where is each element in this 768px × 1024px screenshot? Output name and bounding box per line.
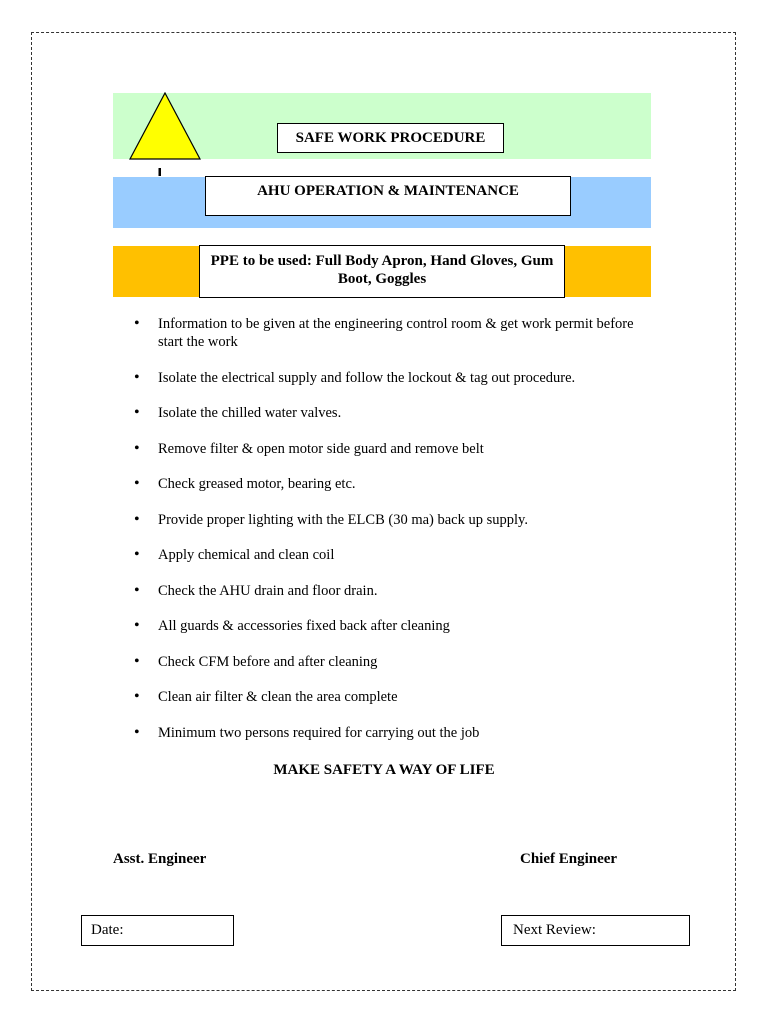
bullet-icon: • [134, 617, 140, 634]
bullet-icon: • [134, 368, 140, 386]
asst-engineer-signature-label: Asst. Engineer [113, 851, 207, 867]
bullet-icon: • [134, 546, 140, 563]
warning-triangle-icon [128, 92, 202, 182]
step-text: Apply chemical and clean coil [158, 547, 335, 563]
list-item [134, 723, 658, 742]
list-item [134, 581, 658, 600]
step-text: Check greased motor, bearing etc. [158, 476, 356, 492]
step-text: Check CFM before and after cleaning [158, 653, 378, 670]
list-item [134, 315, 658, 351]
step-text: Isolate the electrical supply and follow the lockout & tag out procedure. [158, 369, 576, 386]
step-text: Information to be given at the engineering control room & get work permit before start the work [158, 316, 634, 350]
list-item [134, 510, 658, 529]
list-item [134, 652, 658, 671]
procedure-subtitle: AHU OPERATION & MAINTENANCE [205, 176, 571, 216]
bullet-icon: • [134, 315, 140, 332]
list-item [134, 475, 658, 493]
step-text: Provide proper lighting with the ELCB (30 ma) back up supply. [158, 511, 528, 528]
step-text: Minimum two persons required for carrying out the job [158, 724, 480, 741]
list-item [134, 617, 658, 635]
chief-engineer-signature-label: Chief Engineer [520, 851, 618, 867]
date-field: Date: [81, 915, 234, 946]
procedure-title: SAFE WORK PROCEDURE [277, 123, 504, 153]
list-item [134, 368, 658, 387]
ppe-requirements: PPE to be used: Full Body Apron, Hand Gloves, Gum Boot, Goggles [199, 245, 565, 298]
step-text: Isolate the chilled water valves. [158, 405, 342, 421]
bullet-icon: • [134, 652, 140, 670]
bullet-icon: • [134, 581, 140, 599]
step-text: Clean air filter & clean the area complete [158, 689, 398, 705]
bullet-icon: • [134, 723, 140, 741]
procedure-steps-list [134, 315, 658, 759]
bullet-icon: • [134, 510, 140, 528]
bullet-icon: • [134, 475, 140, 492]
list-item [134, 439, 658, 458]
list-item [134, 546, 658, 564]
bullet-icon: • [134, 688, 140, 705]
list-item [134, 688, 658, 706]
next-review-field: Next Review: [501, 915, 690, 946]
safety-motto: MAKE SAFETY A WAY OF LIFE [273, 762, 495, 778]
list-item [134, 404, 658, 422]
bullet-icon: • [134, 439, 140, 457]
step-text: Remove filter & open motor side guard and remove belt [158, 440, 484, 457]
step-text: Check the AHU drain and floor drain. [158, 582, 378, 599]
step-text: All guards & accessories fixed back after cleaning [158, 618, 450, 634]
bullet-icon: • [134, 404, 140, 421]
